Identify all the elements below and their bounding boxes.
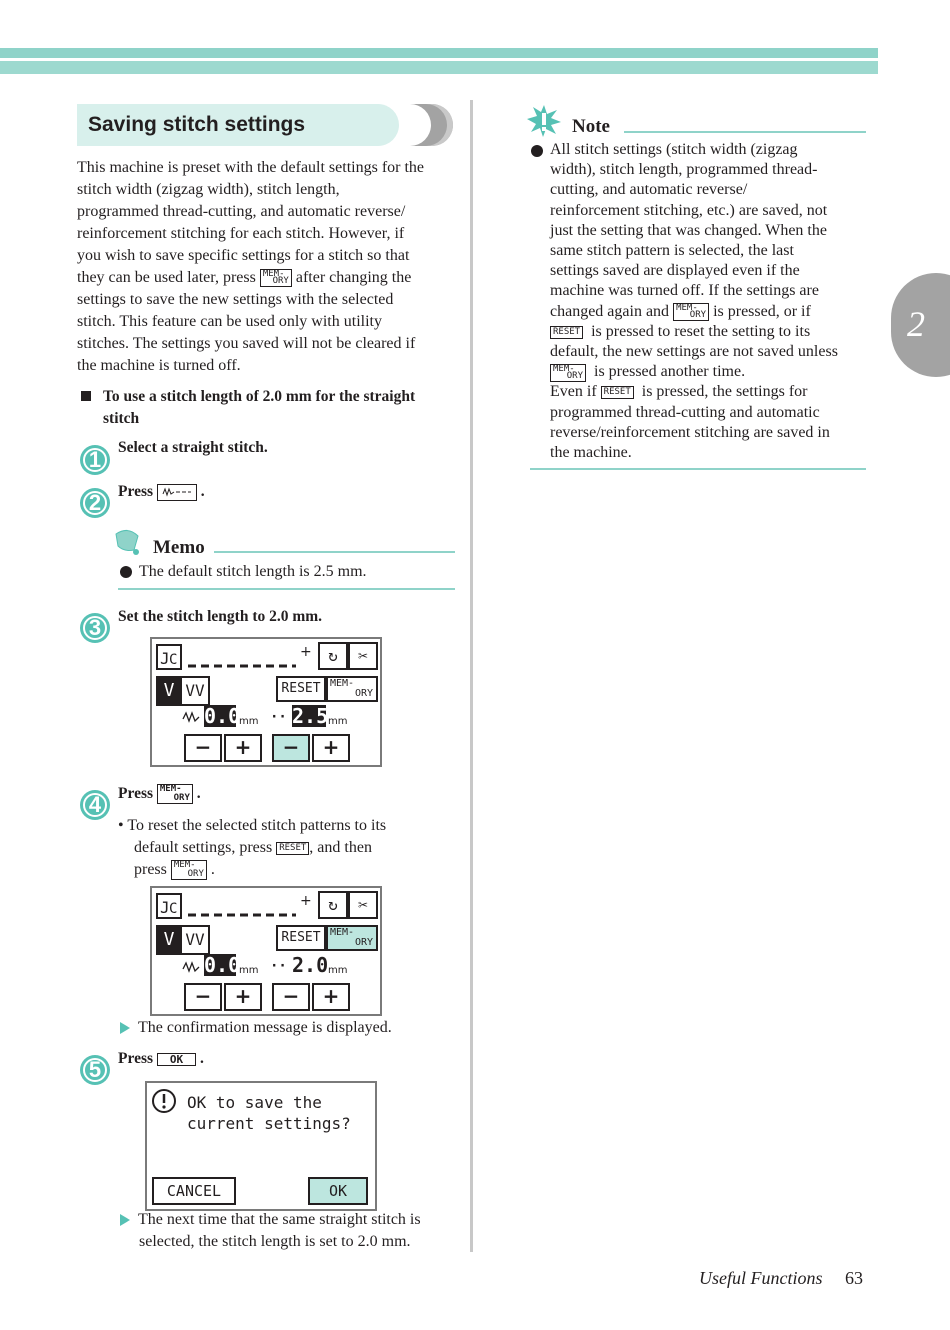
note-text: All stitch settings (stitch width (zigzag width), stitch length, programmed thread- cutting, and automatic reverse/ reinforcement stitching, etc.) are saved, not just the setting that was changed. When the same stitch pattern is selected, the last settings saved are displayed even if the machine was turned off. If the settings are changed again and MEM- ORY is pressed, or if RESET is pressed to reset the setting to its default, the new settings are not saved unless MEM- ORY is pressed another time. Even if RESET is pressed, the settings for programmed thread-cutting and automatic reverse/reinforcement stitching are saved in the machine. — [550, 141, 838, 462]
svg-text:J: J — [160, 898, 170, 917]
memo-rule — [214, 551, 455, 553]
memo-bullet — [120, 566, 132, 578]
memory-button[interactable]: MEM- ORY — [326, 925, 378, 951]
intro-line: reinforcement stitching for each stitch. However, if — [77, 225, 405, 242]
length-unit: mm — [328, 716, 348, 727]
step-1-text: Select a straight stitch. — [118, 439, 268, 456]
reset-key-icon: RESET — [601, 386, 634, 399]
triple-stitch-icon[interactable]: VV — [180, 676, 210, 706]
svg-text:C: C — [169, 652, 178, 668]
stitch-length-key-icon — [157, 484, 197, 501]
width-plus-button[interactable]: + — [224, 983, 262, 1011]
lcd-screen-stitch-length — [150, 637, 382, 767]
top-band — [0, 48, 878, 74]
step-number-1: 1 — [80, 445, 110, 475]
length-plus-button[interactable]: + — [312, 983, 350, 1011]
intro-line: settings to save the new settings with the selected — [77, 291, 394, 308]
warning-icon — [151, 1088, 177, 1114]
ok-key-icon: OK — [157, 1053, 196, 1066]
thread-cut-icon[interactable]: ✂ — [348, 642, 378, 670]
presser-foot-icon — [156, 642, 326, 672]
straight-stitch-icon[interactable]: V — [156, 925, 182, 955]
intro-line: programmed thread-cutting, and automatic reverse/ — [77, 203, 406, 220]
intro-line: the machine is turned off. — [77, 357, 241, 374]
lcd-screen-saved — [150, 886, 382, 1016]
note-bullet — [531, 145, 543, 157]
svg-text:+: + — [300, 644, 312, 660]
reset-key-icon: RESET — [276, 842, 309, 855]
memo-title: Memo — [153, 537, 205, 558]
step-3-text: Set the stitch length to 2.0 mm. — [118, 608, 323, 625]
chapter-tab[interactable] — [891, 273, 950, 377]
length-value: 2.5 — [292, 704, 329, 728]
memo-text: The default stitch length is 2.5 mm. — [139, 563, 367, 580]
intro-line: This machine is preset with the default settings for the — [77, 159, 425, 176]
step-number-5: 5 — [80, 1055, 110, 1085]
intro-line: stitch width (zigzag width), stitch length, — [77, 181, 340, 198]
width-minus-button[interactable]: − — [184, 983, 222, 1011]
svg-text:C: C — [169, 901, 178, 917]
width-minus-button[interactable]: − — [184, 734, 222, 762]
reverse-stitch-icon[interactable]: ↻ — [318, 891, 348, 919]
memory-key-icon: MEM- ORY — [171, 860, 207, 880]
memory-key-icon: MEM- ORY — [673, 303, 709, 321]
step-5-text: Press OK . — [118, 1050, 204, 1067]
presser-foot-icon — [156, 891, 326, 921]
memo-bell-icon — [112, 528, 144, 558]
memo-bottom-rule — [118, 588, 455, 590]
step-4-bullet: • To reset the selected stitch patterns to its default settings, press RESET , and then press MEM- ORY . — [118, 817, 387, 880]
memory-key-icon: MEM- ORY — [550, 364, 586, 382]
intro-line: stitch. This feature can be used only with utility — [77, 313, 382, 330]
intro-line: they can be used later, press MEM- ORY after changing the — [77, 269, 412, 287]
width-unit: mm — [239, 965, 259, 976]
result-arrow-icon — [120, 1022, 130, 1034]
width-plus-button[interactable]: + — [224, 734, 262, 762]
confirm-dialog — [145, 1081, 377, 1211]
step-2-text: Press . — [118, 483, 205, 500]
ok-button[interactable]: OK — [308, 1177, 368, 1205]
step-4-text: Press MEM- ORY . — [118, 784, 201, 804]
zigzag-width-icon — [182, 711, 200, 728]
confirm-result: The confirmation message is displayed. — [120, 1017, 392, 1039]
thread-cut-icon[interactable]: ✂ — [348, 891, 378, 919]
title-cap-icon — [404, 104, 454, 146]
width-unit: mm — [239, 716, 259, 727]
step-number-4: 4 — [80, 790, 110, 820]
chapter-number: 2 — [907, 304, 925, 344]
width-value: 0.0 — [204, 953, 241, 977]
length-plus-button[interactable]: + — [312, 734, 350, 762]
straight-stitch-icon[interactable]: V — [156, 676, 182, 706]
reset-button[interactable]: RESET — [276, 925, 326, 951]
length-minus-button[interactable]: − — [272, 983, 310, 1011]
zigzag-width-icon — [182, 960, 200, 978]
reset-key-icon: RESET — [550, 326, 583, 339]
memory-key-icon: MEM- ORY — [157, 784, 193, 804]
svg-text:+: + — [300, 893, 312, 909]
note-rule — [624, 131, 866, 133]
intro-line: stitches. The settings you saved will not be cleared if — [77, 335, 416, 352]
note-bottom-rule — [530, 468, 866, 470]
cancel-button[interactable]: CANCEL — [152, 1177, 236, 1205]
intro-line: you wish to save specific settings for a stitch so that — [77, 247, 410, 264]
footer-title: Useful Functions — [699, 1268, 823, 1288]
svg-text:J: J — [160, 649, 170, 668]
reset-button[interactable]: RESET — [276, 676, 326, 702]
subheading: To use a stitch length of 2.0 mm for the straight stitch — [103, 388, 416, 427]
step-number-2: 2 — [80, 488, 110, 518]
column-divider — [470, 100, 473, 1252]
length-value: 2.0 — [292, 953, 329, 977]
final-result: The next time that the same straight stitch is selected, the stitch length is set to 2.0 mm. — [120, 1209, 460, 1253]
step-number-3: 3 — [80, 613, 110, 643]
length-minus-button[interactable]: − — [272, 734, 310, 762]
stitch-length-icon: ·· — [270, 709, 287, 725]
stitch-length-icon: ·· — [270, 958, 287, 974]
page-number: 63 — [845, 1268, 863, 1288]
result-arrow-icon — [120, 1214, 130, 1226]
width-value: 0.0 — [204, 704, 241, 728]
note-title: Note — [572, 116, 610, 137]
dialog-message: OK to save the current settings? — [187, 1093, 351, 1133]
section-title: Saving stitch settings — [88, 113, 306, 136]
intro-paragraph — [77, 157, 462, 377]
note-star-icon — [526, 104, 562, 138]
section-title-bar — [77, 104, 399, 146]
memory-key-icon: MEM- ORY — [260, 269, 292, 287]
length-unit: mm — [328, 965, 348, 976]
heading-square-icon — [81, 391, 91, 401]
triple-stitch-icon[interactable]: VV — [180, 925, 210, 955]
reverse-stitch-icon[interactable]: ↻ — [318, 642, 348, 670]
memory-button[interactable]: MEM- ORY — [326, 676, 378, 702]
